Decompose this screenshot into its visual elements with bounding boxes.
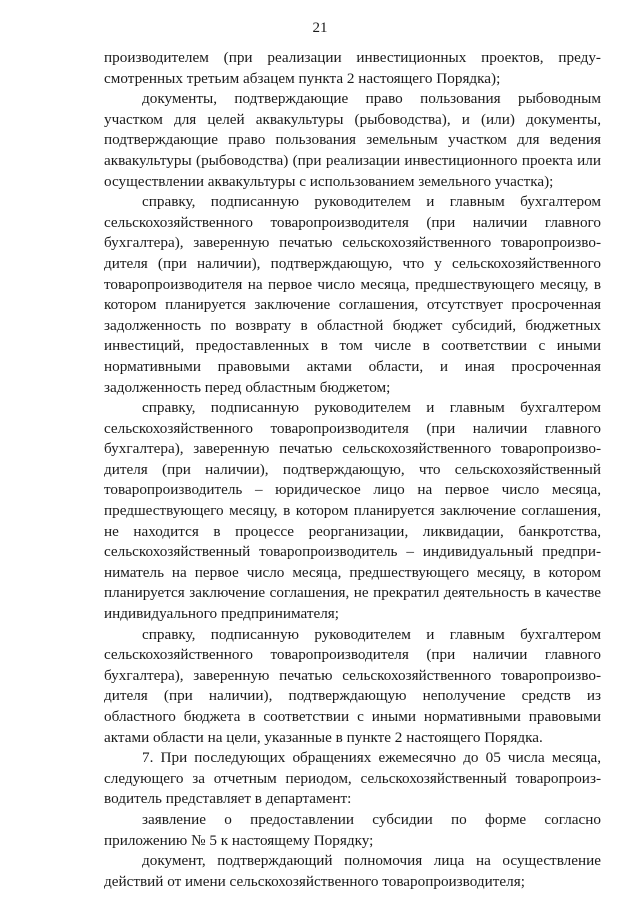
document-body	[104, 48, 601, 892]
paragraph: заявление о предоставлении субсидии по форме согласно приложению № 5 к настоящему Порядку;	[104, 810, 601, 849]
paragraph: производителем (при реализации инвестиционных проектов, преду-смотренных третьим абзацем пункта 2 настоящего Порядка);	[104, 49, 601, 87]
paragraph: справку, подписанную руководителем и главным бухгалтером сельскохозяйственного товаропроизводителя (при наличии главного бухгалтера), заверенную печатью сельскохозяйственного товаропроизво-дителя (при наличии), подтверждающую неполучение средств из областного бюджета в соответствии с иными нормативными правовыми актами области на цели, указанные в пункте 2 настоящего Порядка.	[104, 625, 601, 746]
paragraph: справку, подписанную руководителем и главным бухгалтером сельскохозяйственного товаропроизводителя (при наличии главного бухгалтера), заверенную печатью сельскохозяйственного товаропроизво-дителя (при наличии), подтверждающую, что сельскохозяйственный товаропроизводитель – юридическое лицо на первое число месяца, предшествующего месяцу, в котором планируется заключение соглашения, не находится в процессе реорганизации, ликвидации, банкротства, сельскохозяйственный товаропроизводитель – индивидуальный предпри-ниматель на первое число месяца, предшествующего месяцу, в котором планируется заключение соглашения, не прекратил деятельность в качестве индивидуального предпринимателя;	[104, 399, 601, 623]
paragraph: документы, подтверждающие право пользования рыбоводным участком для целей аквакультуры (рыбоводства), и (или) документы, подтверждающие право пользования земельным участком для ведения аквакультуры (рыбоводства) (при реализации инвестиционного проекта или осуществлении аквакультуры с использованием земельного участка);	[104, 90, 601, 190]
page-number: 21	[312, 20, 328, 36]
paragraph: 7. При последующих обращениях ежемесячно до 05 числа месяца, следующего за отчетным периодом, сельскохозяйственный товаропроиз-водитель представляет в департамент:	[104, 749, 601, 808]
paragraph: документ, подтверждающий полномочия лица на осуществление действий от имени сельскохозяйственного товаропроизводителя;	[104, 852, 601, 890]
paragraph: справку, подписанную руководителем и главным бухгалтером сельскохозяйственного товаропроизводителя (при наличии главного бухгалтера), заверенную печатью сельскохозяйственного товаропроизво-дителя (при наличии), подтверждающую, что у сельскохозяйственного товаропроизводителя на первое число месяца, предшествующего месяцу, в котором планируется заключение соглашения, отсутствует просроченная задолженность по возврату в областной бюджет субсидий, бюджетных инвестиций, предоставленных в том числе в соответствии с иными нормативными правовыми актами области, и иная просроченная задолженность перед областным бюджетом;	[104, 193, 601, 396]
